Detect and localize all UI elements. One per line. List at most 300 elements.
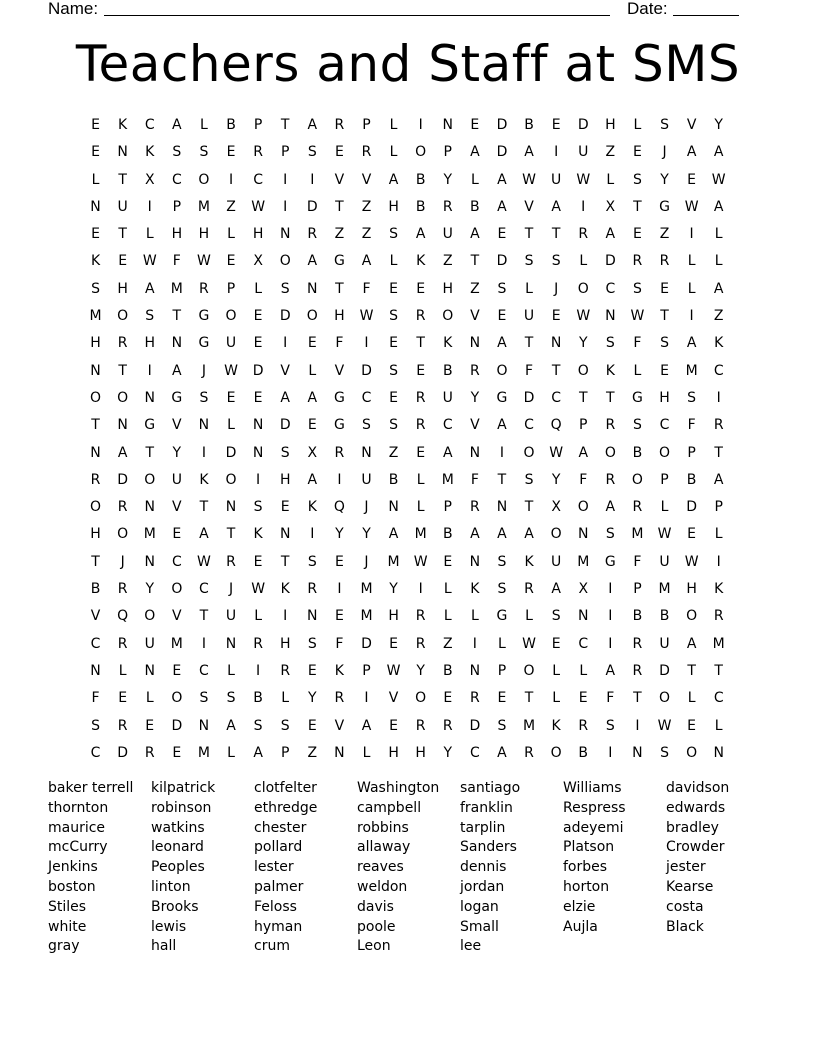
grid-letter[interactable]: O: [631, 471, 643, 488]
grid-letter[interactable]: A: [713, 144, 724, 161]
grid-letter[interactable]: T: [280, 553, 290, 570]
grid-letter[interactable]: O: [415, 690, 427, 707]
grid-letter[interactable]: R: [605, 471, 616, 488]
grid-letter[interactable]: E: [253, 389, 263, 406]
grid-letter[interactable]: A: [578, 444, 589, 461]
grid-letter[interactable]: O: [225, 471, 237, 488]
grid-letter[interactable]: A: [524, 526, 534, 543]
grid-letter[interactable]: O: [577, 280, 589, 297]
grid-letter[interactable]: I: [716, 389, 721, 406]
grid-letter[interactable]: I: [147, 198, 152, 215]
grid-letter[interactable]: A: [686, 144, 697, 161]
grid-letter[interactable]: T: [551, 362, 561, 379]
grid-letter[interactable]: L: [227, 744, 235, 761]
grid-letter[interactable]: N: [144, 389, 155, 406]
grid-letter[interactable]: R: [361, 144, 372, 161]
grid-letter[interactable]: E: [389, 389, 398, 406]
grid-letter[interactable]: S: [605, 335, 615, 352]
grid-letter[interactable]: H: [144, 335, 155, 352]
grid-letter[interactable]: G: [496, 389, 508, 406]
grid-letter[interactable]: Z: [713, 308, 724, 325]
grid-letter[interactable]: U: [523, 308, 535, 325]
grid-letter[interactable]: U: [659, 635, 670, 652]
grid-letter[interactable]: N: [361, 444, 372, 461]
grid-letter[interactable]: N: [279, 226, 291, 243]
grid-letter[interactable]: T: [335, 280, 344, 297]
grid-letter[interactable]: D: [171, 717, 183, 734]
grid-letter[interactable]: O: [117, 308, 129, 325]
grid-letter[interactable]: M: [685, 362, 698, 379]
grid-letter[interactable]: Z: [659, 226, 670, 243]
grid-letter[interactable]: E: [91, 226, 100, 243]
grid-letter[interactable]: L: [552, 690, 561, 707]
grid-letter[interactable]: R: [713, 417, 724, 434]
grid-letter[interactable]: W: [251, 198, 266, 215]
grid-letter[interactable]: A: [470, 226, 480, 243]
grid-letter[interactable]: R: [90, 471, 101, 488]
grid-letter[interactable]: I: [228, 171, 234, 188]
grid-letter[interactable]: B: [524, 117, 534, 133]
grid-letter[interactable]: B: [415, 198, 426, 215]
grid-letter[interactable]: S: [280, 280, 290, 297]
grid-letter[interactable]: E: [253, 335, 263, 352]
grid-letter[interactable]: R: [117, 635, 128, 652]
grid-letter[interactable]: E: [551, 117, 561, 133]
grid-letter[interactable]: S: [280, 444, 290, 461]
grid-letter[interactable]: Q: [550, 417, 562, 434]
grid-letter[interactable]: N: [252, 417, 264, 434]
grid-letter[interactable]: X: [144, 171, 155, 188]
grid-letter[interactable]: R: [280, 662, 291, 679]
grid-letter[interactable]: C: [578, 635, 589, 652]
grid-letter[interactable]: L: [416, 499, 425, 516]
grid-letter[interactable]: E: [416, 280, 426, 297]
grid-letter[interactable]: A: [551, 198, 561, 215]
grid-letter[interactable]: N: [144, 553, 155, 570]
grid-letter[interactable]: Z: [442, 635, 453, 652]
grid-letter[interactable]: F: [633, 335, 642, 352]
grid-letter[interactable]: H: [252, 226, 264, 243]
grid-letter[interactable]: N: [469, 662, 481, 679]
grid-letter[interactable]: O: [523, 662, 535, 679]
grid-letter[interactable]: N: [713, 744, 724, 761]
grid-letter[interactable]: I: [201, 444, 206, 461]
grid-letter[interactable]: I: [499, 444, 505, 461]
grid-letter[interactable]: P: [362, 662, 371, 679]
grid-letter[interactable]: M: [89, 308, 102, 325]
grid-letter[interactable]: P: [280, 144, 290, 161]
grid-letter[interactable]: P: [633, 581, 642, 598]
grid-letter[interactable]: I: [608, 635, 613, 652]
grid-letter[interactable]: E: [226, 389, 236, 406]
grid-letter[interactable]: R: [632, 635, 643, 652]
grid-letter[interactable]: X: [307, 444, 318, 461]
grid-letter[interactable]: A: [713, 198, 724, 215]
grid-letter[interactable]: B: [578, 744, 589, 761]
grid-letter[interactable]: V: [334, 717, 345, 734]
grid-letter[interactable]: D: [496, 144, 508, 161]
grid-letter[interactable]: D: [496, 253, 508, 270]
grid-letter[interactable]: K: [551, 717, 561, 734]
grid-letter[interactable]: C: [469, 744, 480, 761]
grid-letter[interactable]: G: [659, 198, 670, 215]
grid-letter[interactable]: C: [442, 417, 453, 434]
grid-letter[interactable]: Y: [660, 171, 669, 188]
grid-letter[interactable]: W: [224, 362, 238, 379]
grid-letter[interactable]: E: [280, 499, 290, 516]
grid-letter[interactable]: T: [524, 335, 534, 352]
grid-letter[interactable]: E: [443, 690, 453, 707]
grid-letter[interactable]: T: [714, 662, 723, 679]
grid-letter[interactable]: A: [307, 253, 318, 270]
grid-letter[interactable]: F: [335, 335, 344, 352]
grid-letter[interactable]: I: [635, 717, 640, 734]
grid-letter[interactable]: T: [416, 335, 425, 352]
grid-letter[interactable]: I: [608, 608, 613, 625]
grid-letter[interactable]: L: [227, 662, 235, 679]
grid-letter[interactable]: N: [225, 635, 237, 652]
grid-letter[interactable]: G: [144, 417, 156, 434]
grid-letter[interactable]: T: [524, 499, 534, 516]
grid-letter[interactable]: M: [631, 526, 644, 543]
grid-letter[interactable]: O: [659, 690, 671, 707]
grid-letter[interactable]: S: [524, 471, 534, 488]
grid-letter[interactable]: H: [686, 581, 697, 598]
name-field[interactable]: [104, 0, 610, 16]
grid-letter[interactable]: A: [470, 144, 480, 161]
grid-letter[interactable]: K: [90, 253, 101, 270]
grid-letter[interactable]: S: [389, 226, 399, 243]
grid-letter[interactable]: O: [90, 389, 102, 406]
grid-letter[interactable]: A: [470, 526, 480, 543]
grid-letter[interactable]: L: [687, 253, 696, 270]
grid-letter[interactable]: T: [606, 389, 615, 406]
grid-letter[interactable]: J: [364, 553, 369, 570]
grid-letter[interactable]: P: [443, 499, 452, 516]
grid-letter[interactable]: W: [522, 635, 536, 652]
grid-letter[interactable]: Z: [334, 226, 345, 243]
grid-letter[interactable]: T: [280, 117, 290, 133]
grid-letter[interactable]: I: [337, 581, 342, 598]
grid-letter[interactable]: M: [170, 280, 183, 297]
grid-letter[interactable]: C: [713, 690, 724, 707]
grid-letter[interactable]: I: [554, 144, 559, 161]
grid-letter[interactable]: O: [523, 444, 535, 461]
grid-letter[interactable]: J: [201, 362, 206, 379]
grid-letter[interactable]: E: [226, 144, 236, 161]
grid-letter[interactable]: K: [199, 471, 209, 488]
grid-letter[interactable]: L: [281, 690, 290, 707]
grid-letter[interactable]: O: [686, 608, 698, 625]
grid-letter[interactable]: A: [713, 471, 724, 488]
grid-letter[interactable]: B: [632, 444, 643, 461]
grid-letter[interactable]: U: [578, 144, 589, 161]
grid-letter[interactable]: L: [714, 526, 723, 543]
grid-letter[interactable]: H: [279, 471, 291, 488]
grid-letter[interactable]: O: [144, 471, 156, 488]
grid-letter[interactable]: N: [307, 280, 318, 297]
grid-letter[interactable]: K: [714, 581, 724, 598]
grid-letter[interactable]: W: [197, 253, 211, 270]
grid-letter[interactable]: P: [253, 117, 263, 133]
grid-letter[interactable]: N: [496, 499, 508, 516]
grid-letter[interactable]: B: [442, 662, 453, 679]
grid-letter[interactable]: I: [689, 226, 694, 243]
grid-letter[interactable]: N: [605, 308, 616, 325]
grid-letter[interactable]: O: [117, 389, 129, 406]
grid-letter[interactable]: M: [170, 635, 183, 652]
grid-letter[interactable]: R: [524, 744, 534, 761]
grid-letter[interactable]: R: [605, 417, 616, 434]
grid-letter[interactable]: R: [632, 499, 643, 516]
grid-letter[interactable]: W: [251, 581, 266, 598]
grid-letter[interactable]: H: [442, 280, 454, 297]
grid-letter[interactable]: Y: [145, 581, 155, 598]
grid-letter[interactable]: Y: [551, 471, 561, 488]
grid-letter[interactable]: I: [337, 471, 342, 488]
grid-letter[interactable]: R: [117, 717, 128, 734]
grid-letter[interactable]: L: [660, 499, 669, 516]
grid-letter[interactable]: G: [333, 389, 345, 406]
grid-letter[interactable]: Y: [578, 335, 588, 352]
grid-letter[interactable]: K: [524, 553, 534, 570]
grid-letter[interactable]: L: [227, 417, 235, 434]
grid-letter[interactable]: B: [90, 581, 101, 598]
grid-letter[interactable]: S: [687, 389, 697, 406]
grid-letter[interactable]: D: [469, 717, 481, 734]
grid-letter[interactable]: A: [117, 444, 128, 461]
grid-letter[interactable]: G: [631, 389, 643, 406]
grid-letter[interactable]: Z: [470, 280, 480, 297]
grid-letter[interactable]: D: [523, 389, 535, 406]
grid-letter[interactable]: U: [171, 471, 182, 488]
grid-letter[interactable]: A: [497, 417, 507, 434]
grid-letter[interactable]: W: [197, 553, 211, 570]
grid-letter[interactable]: C: [659, 417, 670, 434]
grid-letter[interactable]: P: [660, 471, 669, 488]
grid-letter[interactable]: R: [469, 362, 480, 379]
grid-letter[interactable]: J: [662, 144, 667, 161]
grid-letter[interactable]: N: [225, 499, 237, 516]
grid-letter[interactable]: S: [253, 717, 263, 734]
grid-letter[interactable]: H: [198, 226, 210, 243]
grid-letter[interactable]: E: [334, 608, 344, 625]
grid-letter[interactable]: L: [606, 171, 615, 188]
grid-letter[interactable]: N: [198, 417, 210, 434]
grid-letter[interactable]: L: [200, 117, 208, 133]
grid-letter[interactable]: U: [225, 335, 237, 352]
grid-letter[interactable]: M: [360, 581, 373, 598]
grid-letter[interactable]: P: [362, 117, 371, 133]
grid-letter[interactable]: L: [254, 280, 263, 297]
grid-letter[interactable]: F: [525, 362, 534, 379]
grid-letter[interactable]: X: [605, 198, 616, 215]
grid-letter[interactable]: T: [551, 226, 561, 243]
grid-letter[interactable]: R: [632, 662, 643, 679]
grid-letter[interactable]: T: [578, 389, 588, 406]
grid-letter[interactable]: A: [388, 171, 399, 188]
grid-letter[interactable]: A: [172, 117, 182, 133]
grid-letter[interactable]: B: [388, 471, 399, 488]
grid-letter[interactable]: Y: [443, 171, 453, 188]
grid-letter[interactable]: G: [496, 608, 508, 625]
grid-letter[interactable]: F: [172, 253, 181, 270]
grid-letter[interactable]: Z: [442, 253, 453, 270]
grid-letter[interactable]: J: [228, 581, 234, 598]
grid-letter[interactable]: L: [118, 662, 127, 679]
grid-letter[interactable]: E: [307, 662, 317, 679]
grid-letter[interactable]: R: [117, 581, 128, 598]
grid-letter[interactable]: K: [253, 526, 263, 543]
grid-letter[interactable]: A: [361, 717, 372, 734]
grid-letter[interactable]: A: [686, 635, 697, 652]
grid-letter[interactable]: C: [171, 171, 182, 188]
grid-letter[interactable]: O: [415, 144, 427, 161]
grid-letter[interactable]: K: [118, 117, 128, 133]
grid-letter[interactable]: M: [712, 635, 725, 652]
grid-letter[interactable]: D: [225, 444, 237, 461]
grid-letter[interactable]: V: [172, 499, 182, 516]
grid-letter[interactable]: V: [172, 608, 182, 625]
grid-letter[interactable]: L: [389, 117, 398, 133]
grid-letter[interactable]: E: [389, 335, 398, 352]
grid-letter[interactable]: N: [469, 444, 481, 461]
grid-letter[interactable]: E: [334, 553, 344, 570]
grid-letter[interactable]: T: [226, 526, 236, 543]
grid-letter[interactable]: I: [256, 662, 261, 679]
grid-letter[interactable]: F: [470, 471, 479, 488]
grid-letter[interactable]: S: [660, 335, 669, 352]
grid-letter[interactable]: S: [172, 144, 182, 161]
grid-letter[interactable]: L: [443, 581, 452, 598]
grid-letter[interactable]: W: [413, 553, 428, 570]
grid-letter[interactable]: K: [605, 362, 615, 379]
grid-letter[interactable]: E: [389, 635, 398, 652]
grid-letter[interactable]: V: [172, 417, 182, 434]
grid-letter[interactable]: K: [470, 581, 480, 598]
grid-letter[interactable]: P: [443, 144, 452, 161]
grid-letter[interactable]: N: [90, 444, 101, 461]
grid-letter[interactable]: N: [442, 117, 453, 133]
grid-letter[interactable]: R: [334, 690, 345, 707]
grid-letter[interactable]: J: [364, 499, 369, 516]
grid-letter[interactable]: C: [713, 362, 724, 379]
grid-letter[interactable]: E: [416, 362, 426, 379]
grid-letter[interactable]: V: [388, 690, 399, 707]
grid-letter[interactable]: D: [686, 499, 697, 516]
grid-letter[interactable]: C: [199, 581, 209, 598]
grid-letter[interactable]: N: [307, 608, 318, 625]
grid-letter[interactable]: S: [199, 389, 209, 406]
grid-letter[interactable]: N: [334, 744, 345, 761]
grid-letter[interactable]: F: [362, 280, 371, 297]
grid-letter[interactable]: E: [145, 717, 155, 734]
grid-letter[interactable]: M: [360, 608, 373, 625]
grid-letter[interactable]: C: [253, 171, 263, 188]
grid-letter[interactable]: H: [605, 117, 616, 133]
grid-letter[interactable]: U: [117, 198, 128, 215]
grid-letter[interactable]: A: [388, 526, 399, 543]
grid-letter[interactable]: S: [497, 553, 507, 570]
grid-letter[interactable]: M: [658, 581, 671, 598]
grid-letter[interactable]: S: [199, 690, 209, 707]
grid-letter[interactable]: U: [225, 608, 237, 625]
grid-letter[interactable]: W: [549, 444, 564, 461]
grid-letter[interactable]: L: [389, 144, 398, 161]
grid-letter[interactable]: R: [415, 635, 426, 652]
grid-letter[interactable]: R: [334, 444, 345, 461]
grid-letter[interactable]: D: [279, 417, 291, 434]
grid-letter[interactable]: T: [633, 690, 642, 707]
grid-letter[interactable]: A: [415, 226, 426, 243]
grid-letter[interactable]: F: [335, 635, 344, 652]
grid-letter[interactable]: C: [171, 553, 182, 570]
grid-letter[interactable]: L: [498, 635, 506, 652]
grid-letter[interactable]: S: [91, 280, 100, 297]
grid-letter[interactable]: E: [389, 717, 398, 734]
grid-letter[interactable]: Y: [416, 662, 425, 679]
grid-letter[interactable]: A: [199, 526, 209, 543]
grid-letter[interactable]: R: [713, 608, 724, 625]
grid-letter[interactable]: K: [714, 335, 724, 352]
grid-letter[interactable]: T: [497, 471, 507, 488]
grid-letter[interactable]: A: [605, 226, 616, 243]
grid-letter[interactable]: O: [442, 308, 454, 325]
grid-letter[interactable]: E: [687, 526, 697, 543]
grid-letter[interactable]: Y: [443, 744, 453, 761]
grid-letter[interactable]: P: [172, 198, 182, 215]
grid-letter[interactable]: Y: [714, 117, 723, 133]
grid-letter[interactable]: C: [199, 662, 209, 679]
grid-letter[interactable]: L: [145, 226, 154, 243]
grid-letter[interactable]: A: [713, 280, 724, 297]
grid-letter[interactable]: Y: [470, 389, 480, 406]
grid-letter[interactable]: H: [415, 744, 426, 761]
grid-letter[interactable]: F: [633, 553, 642, 570]
grid-letter[interactable]: B: [226, 117, 236, 133]
grid-letter[interactable]: I: [283, 335, 288, 352]
grid-letter[interactable]: M: [523, 717, 536, 734]
grid-letter[interactable]: I: [472, 635, 477, 652]
grid-letter[interactable]: D: [117, 471, 129, 488]
grid-letter[interactable]: Z: [388, 444, 399, 461]
grid-letter[interactable]: E: [687, 717, 697, 734]
grid-letter[interactable]: E: [497, 226, 507, 243]
grid-letter[interactable]: S: [605, 526, 615, 543]
grid-letter[interactable]: I: [608, 744, 613, 761]
grid-letter[interactable]: V: [334, 171, 345, 188]
grid-letter[interactable]: R: [442, 717, 453, 734]
grid-letter[interactable]: P: [280, 744, 290, 761]
grid-letter[interactable]: E: [118, 253, 128, 270]
grid-letter[interactable]: I: [364, 335, 369, 352]
grid-letter[interactable]: U: [659, 553, 670, 570]
grid-letter[interactable]: Y: [172, 444, 182, 461]
date-field[interactable]: [673, 0, 739, 16]
grid-letter[interactable]: T: [633, 198, 642, 215]
grid-letter[interactable]: G: [198, 335, 210, 352]
grid-letter[interactable]: S: [551, 608, 561, 625]
grid-letter[interactable]: T: [118, 226, 127, 243]
grid-letter[interactable]: R: [307, 226, 318, 243]
grid-letter[interactable]: Y: [362, 526, 371, 543]
grid-letter[interactable]: E: [172, 744, 182, 761]
grid-letter[interactable]: H: [388, 608, 399, 625]
grid-letter[interactable]: S: [605, 717, 615, 734]
grid-letter[interactable]: W: [684, 198, 699, 215]
grid-letter[interactable]: E: [660, 362, 669, 379]
grid-letter[interactable]: U: [551, 171, 562, 188]
